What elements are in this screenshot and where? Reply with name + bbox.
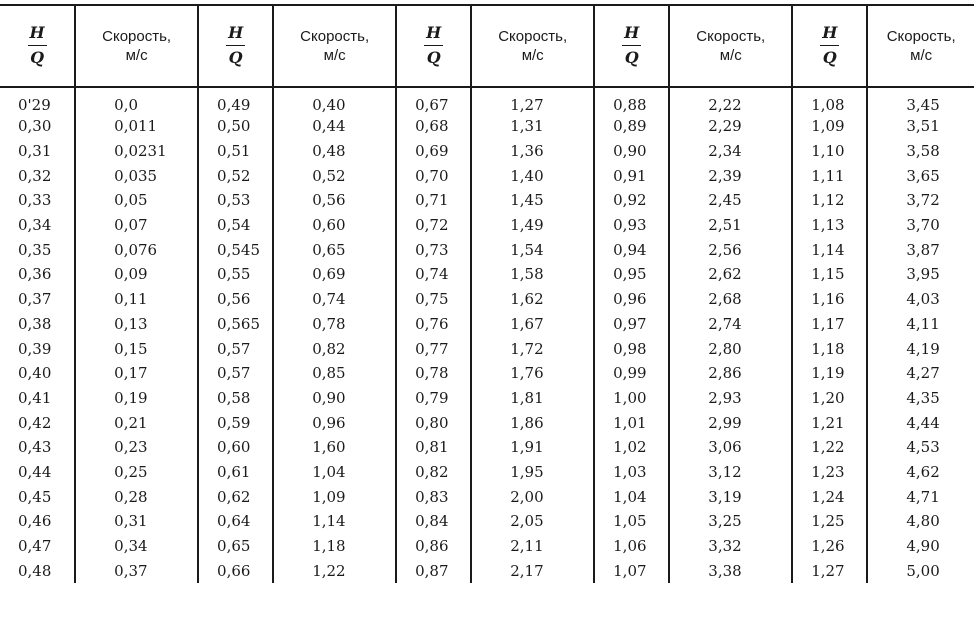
hq-cell: 0,56: [198, 287, 273, 312]
speed-label: Скорость,: [498, 28, 568, 45]
hq-cell: 1,17: [792, 312, 867, 337]
speed-cell: 1,18: [273, 534, 396, 559]
speed-cell: 2,56: [669, 237, 792, 262]
speed-cell: 0,23: [75, 435, 198, 460]
hq-cell: 0,90: [594, 139, 669, 164]
speed-cell: 3,06: [669, 435, 792, 460]
table-row: [0, 558, 974, 583]
hq-cell: 0,64: [198, 509, 273, 534]
hq-cell: 0,92: [594, 188, 669, 213]
table-row: [0, 163, 974, 188]
speed-cell: 0,31: [75, 509, 198, 534]
speed-cell: 3,95: [906, 265, 940, 284]
h-over-q-fraction: [28, 25, 47, 66]
hq-cell: 0,55: [198, 262, 273, 287]
speed-cell: 0,0231: [75, 139, 198, 164]
table-row: [0, 534, 974, 559]
speed-label: Скорость,: [300, 28, 370, 45]
hq-cell: 0,57: [198, 336, 273, 361]
speed-cell: 4,35: [906, 388, 940, 407]
speed-cell: 2,45: [669, 188, 792, 213]
hq-cell: 0,74: [396, 262, 471, 287]
hq-cell: 0,66: [198, 558, 273, 583]
speed-unit: м/с: [910, 47, 933, 64]
hq-cell: 0,34: [0, 213, 75, 238]
h-over-q-fraction: [226, 25, 245, 66]
hq-cell: 0,79: [396, 386, 471, 411]
hq-cell: 1,01: [594, 410, 669, 435]
speed-cell: 4,44: [906, 413, 940, 432]
hq-cell: 0,30: [0, 114, 75, 139]
speed-cell: 0,0: [75, 87, 198, 114]
table-body: [0, 87, 974, 583]
fraction-denominator: Q: [426, 48, 441, 67]
speed-cell: 2,34: [669, 139, 792, 164]
hq-cell: 0,96: [594, 287, 669, 312]
hq-cell: 0,44: [0, 460, 75, 485]
hq-cell: 0,565: [198, 312, 273, 337]
table-row: [0, 410, 974, 435]
header-speed: [471, 5, 594, 87]
fraction-denominator: Q: [822, 48, 837, 67]
speed-cell: 0,34: [75, 534, 198, 559]
hq-cell: 0,47: [0, 534, 75, 559]
header-speed: [75, 5, 198, 87]
speed-cell: 0,74: [273, 287, 396, 312]
speed-cell: 3,70: [906, 216, 940, 235]
speed-cell: 3,12: [669, 460, 792, 485]
speed-cell: 0,09: [75, 262, 198, 287]
speed-cell: 2,00: [471, 484, 594, 509]
speed-cell: 1,36: [471, 139, 594, 164]
header-h-over-q: [792, 5, 867, 87]
hq-cell: 0,53: [198, 188, 273, 213]
speed-cell: 1,40: [471, 163, 594, 188]
speed-cell: 2,39: [669, 163, 792, 188]
speed-cell: 0,011: [75, 114, 198, 139]
table-row: [0, 386, 974, 411]
hq-cell: 1,00: [594, 386, 669, 411]
speed-cell: 1,81: [471, 386, 594, 411]
table-row: [0, 361, 974, 386]
hq-cell: 1,18: [792, 336, 867, 361]
hq-cell: 1,13: [792, 213, 867, 238]
fraction-numerator: H: [820, 25, 839, 46]
hq-cell: 0,50: [198, 114, 273, 139]
hq-cell: 1,10: [792, 139, 867, 164]
table-row: [0, 213, 974, 238]
speed-cell: 2,80: [669, 336, 792, 361]
hq-cell: 0,80: [396, 410, 471, 435]
hq-cell: 0,98: [594, 336, 669, 361]
fraction-numerator: H: [424, 25, 443, 46]
header-speed: [273, 5, 396, 87]
speed-unit: м/с: [323, 47, 346, 64]
speed-cell: 1,31: [471, 114, 594, 139]
table-row: [0, 435, 974, 460]
hq-cell: 0,76: [396, 312, 471, 337]
speed-cell: 2,05: [471, 509, 594, 534]
speed-cell: 1,54: [471, 237, 594, 262]
header-h-over-q: [594, 5, 669, 87]
hq-cell: 0,88: [594, 87, 669, 114]
hq-cell: 0,70: [396, 163, 471, 188]
table-row: [0, 287, 974, 312]
speed-cell: 1,04: [273, 460, 396, 485]
speed-cell: 0,85: [273, 361, 396, 386]
speed-cell: 5,00: [906, 561, 940, 580]
fraction-denominator: Q: [30, 48, 45, 67]
speed-unit: м/с: [125, 47, 148, 64]
speed-header-text: [274, 27, 395, 65]
speed-cell: 1,27: [471, 87, 594, 114]
speed-cell: 3,38: [669, 558, 792, 583]
hq-cell: 0,37: [0, 287, 75, 312]
speed-cell: 3,51: [906, 117, 940, 136]
speed-cell: 4,03: [906, 290, 940, 309]
speed-header-text: [868, 27, 974, 65]
hq-cell: 0,51: [198, 139, 273, 164]
speed-cell: 4,80: [906, 512, 940, 531]
speed-cell: 2,86: [669, 361, 792, 386]
hq-cell: 0,54: [198, 213, 273, 238]
speed-cell: 1,49: [471, 213, 594, 238]
hq-cell: 0,33: [0, 188, 75, 213]
fraction-numerator: H: [622, 25, 641, 46]
speed-cell: 3,87: [906, 240, 940, 259]
speed-cell: 3,19: [669, 484, 792, 509]
speed-cell: 0,21: [75, 410, 198, 435]
speed-cell: 1,72: [471, 336, 594, 361]
speed-cell: 2,99: [669, 410, 792, 435]
header-h-over-q: [198, 5, 273, 87]
hq-cell: 0,31: [0, 139, 75, 164]
speed-cell: 0,69: [273, 262, 396, 287]
speed-cell: 0,05: [75, 188, 198, 213]
hq-cell: 0,43: [0, 435, 75, 460]
speed-cell: 2,11: [471, 534, 594, 559]
hq-cell: 0,62: [198, 484, 273, 509]
speed-cell: 0,52: [273, 163, 396, 188]
hq-cell: 0,42: [0, 410, 75, 435]
hq-cell: 0,82: [396, 460, 471, 485]
speed-cell: 2,62: [669, 262, 792, 287]
hq-cell: 0,94: [594, 237, 669, 262]
speed-cell: 1,45: [471, 188, 594, 213]
hq-cell: 0,83: [396, 484, 471, 509]
hq-cell: 0,60: [198, 435, 273, 460]
hq-cell: 0,89: [594, 114, 669, 139]
hq-cell: 1,26: [792, 534, 867, 559]
speed-cell: 1,67: [471, 312, 594, 337]
hq-cell: 0,87: [396, 558, 471, 583]
hq-cell: 1,27: [792, 558, 867, 583]
speed-cell: 0,40: [273, 87, 396, 114]
speed-cell: 0,28: [75, 484, 198, 509]
hq-cell: 1,02: [594, 435, 669, 460]
speed-cell: 0,65: [273, 237, 396, 262]
hq-cell: 0,97: [594, 312, 669, 337]
hq-cell: 1,24: [792, 484, 867, 509]
table-row: [0, 460, 974, 485]
speed-cell: 0,19: [75, 386, 198, 411]
header-row: [0, 5, 974, 87]
hq-cell: 0,95: [594, 262, 669, 287]
speed-cell: 2,74: [669, 312, 792, 337]
speed-cell: 0,25: [75, 460, 198, 485]
speed-header-text: [472, 27, 593, 65]
speed-header-text: [76, 27, 197, 65]
speed-cell: 0,37: [75, 558, 198, 583]
hq-cell: 0,45: [0, 484, 75, 509]
speed-cell: 4,11: [906, 314, 940, 333]
hq-cell: 1,20: [792, 386, 867, 411]
speed-cell: 0,17: [75, 361, 198, 386]
speed-cell: 2,22: [669, 87, 792, 114]
hq-cell: 0,48: [0, 558, 75, 583]
speed-cell: 2,68: [669, 287, 792, 312]
hq-cell: 1,11: [792, 163, 867, 188]
speed-unit: м/с: [719, 47, 742, 64]
hq-cell: 0,72: [396, 213, 471, 238]
hq-cell: 0,35: [0, 237, 75, 262]
hq-cell: 0,57: [198, 361, 273, 386]
speed-cell: 1,14: [273, 509, 396, 534]
speed-cell: 4,27: [906, 364, 940, 383]
header-h-over-q: [396, 5, 471, 87]
speed-cell: 0,035: [75, 163, 198, 188]
speed-cell: 1,62: [471, 287, 594, 312]
hq-cell: 0,78: [396, 361, 471, 386]
hq-cell: 1,14: [792, 237, 867, 262]
hq-cell: 0,32: [0, 163, 75, 188]
speed-label: Скорость,: [102, 28, 172, 45]
hq-cell: 1,19: [792, 361, 867, 386]
hq-cell: 0,99: [594, 361, 669, 386]
fraction-denominator: Q: [624, 48, 639, 67]
speed-cell: 1,58: [471, 262, 594, 287]
hq-cell: 1,15: [792, 262, 867, 287]
speed-cell: 4,62: [906, 462, 940, 481]
speed-cell: 0,56: [273, 188, 396, 213]
hq-cell: 0,545: [198, 237, 273, 262]
fraction-denominator: Q: [228, 48, 243, 67]
speed-cell: 0,11: [75, 287, 198, 312]
speed-cell: 0,076: [75, 237, 198, 262]
speed-cell: 4,71: [906, 487, 940, 506]
table-row: [0, 336, 974, 361]
speed-header-text: [670, 27, 791, 65]
table-row: [0, 188, 974, 213]
hq-cell: 0,40: [0, 361, 75, 386]
speed-cell: 1,91: [471, 435, 594, 460]
h-over-q-fraction: [820, 25, 839, 66]
header-speed: [867, 5, 974, 87]
speed-cell: 3,25: [669, 509, 792, 534]
hq-cell: 0,67: [396, 87, 471, 114]
speed-cell: 2,29: [669, 114, 792, 139]
speed-label: Скорость,: [696, 28, 766, 45]
speed-cell: 0,48: [273, 139, 396, 164]
speed-cell: 1,86: [471, 410, 594, 435]
hq-cell: 0,77: [396, 336, 471, 361]
hq-cell: 0,84: [396, 509, 471, 534]
hq-cell: 0,49: [198, 87, 273, 114]
hq-cell: 1,06: [594, 534, 669, 559]
table-row: [0, 139, 974, 164]
hq-cell: 1,12: [792, 188, 867, 213]
speed-cell: 1,09: [273, 484, 396, 509]
hq-speed-table: [0, 4, 974, 583]
speed-label: Скорость,: [886, 28, 956, 45]
speed-cell: 4,19: [906, 339, 940, 358]
speed-cell: 3,65: [906, 166, 940, 185]
header-h-over-q: [0, 5, 75, 87]
hq-cell: 1,25: [792, 509, 867, 534]
speed-cell: 0,78: [273, 312, 396, 337]
h-over-q-fraction: [622, 25, 641, 66]
speed-cell: 4,53: [906, 438, 940, 457]
table-row: [0, 87, 974, 114]
hq-cell: 1,03: [594, 460, 669, 485]
table-row: [0, 237, 974, 262]
speed-cell: 3,32: [669, 534, 792, 559]
hq-cell: 1,09: [792, 114, 867, 139]
table-row: [0, 114, 974, 139]
hq-cell: 0,46: [0, 509, 75, 534]
hq-cell: 0,59: [198, 410, 273, 435]
hq-cell: 0,68: [396, 114, 471, 139]
hq-cell: 0'29: [0, 87, 75, 114]
table-row: [0, 312, 974, 337]
speed-cell: 2,93: [669, 386, 792, 411]
speed-cell: 3,72: [906, 191, 940, 210]
hq-cell: 0,36: [0, 262, 75, 287]
speed-cell: 2,17: [471, 558, 594, 583]
hq-cell: 0,39: [0, 336, 75, 361]
speed-unit: м/с: [521, 47, 544, 64]
hq-cell: 1,07: [594, 558, 669, 583]
hq-cell: 0,65: [198, 534, 273, 559]
hq-cell: 0,71: [396, 188, 471, 213]
speed-cell: 0,60: [273, 213, 396, 238]
hq-cell: 1,22: [792, 435, 867, 460]
speed-cell: 4,90: [906, 537, 940, 556]
table-row: [0, 262, 974, 287]
hq-cell: 0,41: [0, 386, 75, 411]
hq-cell: 0,69: [396, 139, 471, 164]
speed-cell: 0,15: [75, 336, 198, 361]
hq-cell: 0,81: [396, 435, 471, 460]
table-row: [0, 484, 974, 509]
speed-cell: 1,22: [273, 558, 396, 583]
hq-cell: 0,73: [396, 237, 471, 262]
speed-cell: 0,44: [273, 114, 396, 139]
speed-cell: 3,58: [906, 142, 940, 161]
speed-cell: 0,13: [75, 312, 198, 337]
speed-cell: 1,76: [471, 361, 594, 386]
hq-cell: 0,75: [396, 287, 471, 312]
speed-cell: 1,60: [273, 435, 396, 460]
hq-cell: 0,93: [594, 213, 669, 238]
hq-cell: 1,05: [594, 509, 669, 534]
hq-cell: 1,04: [594, 484, 669, 509]
h-over-q-fraction: [424, 25, 443, 66]
hq-cell: 0,38: [0, 312, 75, 337]
speed-cell: 0,82: [273, 336, 396, 361]
hq-cell: 0,58: [198, 386, 273, 411]
hq-cell: 0,86: [396, 534, 471, 559]
header-speed: [669, 5, 792, 87]
speed-cell: 1,95: [471, 460, 594, 485]
table-row: [0, 509, 974, 534]
hq-cell: 1,23: [792, 460, 867, 485]
fraction-numerator: H: [28, 25, 47, 46]
speed-cell: 0,90: [273, 386, 396, 411]
hq-cell: 1,08: [792, 87, 867, 114]
hq-cell: 1,21: [792, 410, 867, 435]
hq-cell: 0,52: [198, 163, 273, 188]
fraction-numerator: H: [226, 25, 245, 46]
hq-cell: 1,16: [792, 287, 867, 312]
hq-cell: 0,61: [198, 460, 273, 485]
speed-cell: 0,07: [75, 213, 198, 238]
speed-cell: 2,51: [669, 213, 792, 238]
speed-cell: 3,45: [906, 96, 940, 114]
hq-cell: 0,91: [594, 163, 669, 188]
speed-cell: 0,96: [273, 410, 396, 435]
